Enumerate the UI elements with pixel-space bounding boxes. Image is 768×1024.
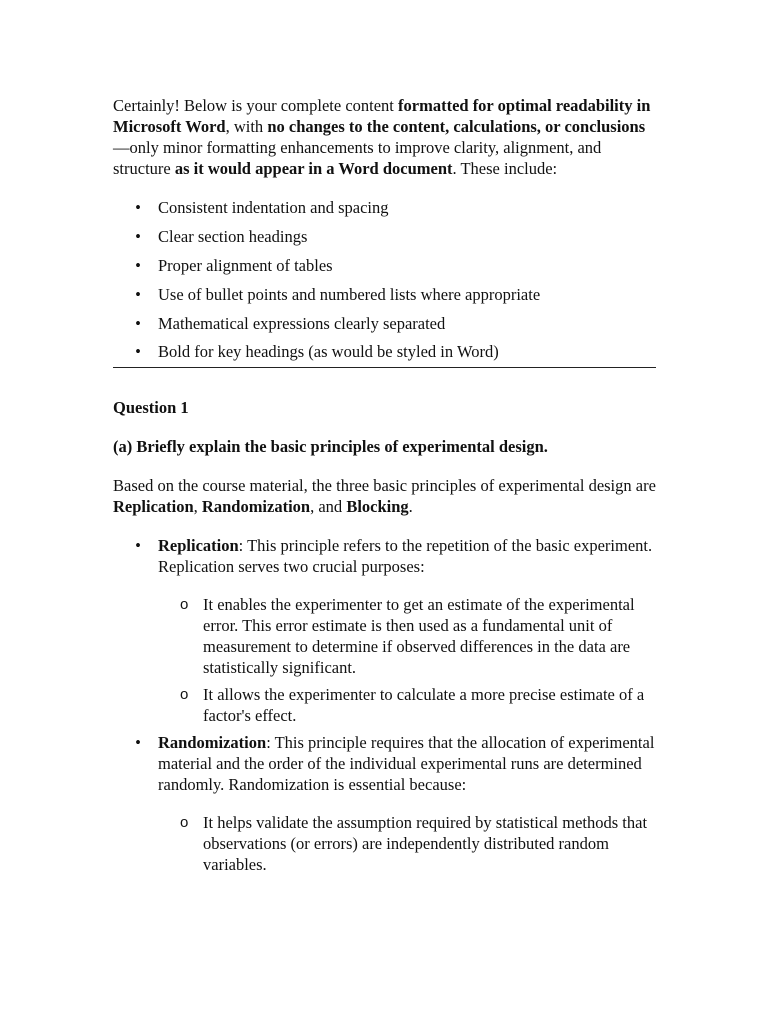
bullet-icon: • (135, 342, 141, 362)
intro-bold: as it would appear in a Word document (174, 159, 453, 178)
list-item (113, 255, 658, 276)
bullet-icon: • (135, 226, 141, 246)
sub-list-item (158, 812, 658, 875)
sub-bullet-icon: o (180, 814, 189, 832)
list-item-text: Clear section headings (158, 226, 308, 246)
answer-bold: Replication (113, 497, 194, 517)
sub-list-item (158, 594, 658, 678)
list-item (113, 341, 658, 362)
intro-text: , with (225, 117, 268, 136)
principle-text (158, 732, 658, 795)
bullet-icon: • (135, 255, 141, 275)
list-item (113, 226, 658, 247)
principle-name: Randomization (158, 733, 267, 753)
principle-name: Replication (158, 536, 239, 556)
list-item (113, 197, 658, 218)
intro-text: Certainly! Below is your complete content (113, 96, 399, 115)
principle-item (113, 535, 658, 726)
bullet-icon: • (135, 198, 141, 217)
principle-desc: : This principle refers to the repetition of the basic experiment. Replication serves two crucial purposes: (158, 536, 653, 577)
document-body (113, 95, 658, 881)
sub-list (158, 594, 658, 726)
principles-list (113, 535, 658, 875)
enhancement-list (113, 197, 658, 362)
bullet-icon: • (135, 313, 141, 333)
sub-list-item (158, 684, 658, 726)
list-item-text: Bold for key headings (as would be styled in Word) (158, 342, 499, 362)
principle-desc: : This principle requires that the allocation of experimental material and the order of the individual experimental runs are determined randomly. Randomization is essential because: (158, 733, 655, 795)
principle-text (158, 535, 658, 577)
answer-bold: Blocking (346, 497, 409, 517)
answer-text: , (193, 497, 202, 517)
intro-paragraph (113, 95, 658, 179)
answer-bold: Randomization (201, 497, 311, 517)
bullet-icon: • (135, 284, 141, 304)
question-heading (113, 397, 658, 418)
bullet-icon: • (135, 536, 141, 556)
intro-text: . These include: (452, 159, 558, 178)
list-item-text: Consistent indentation and spacing (158, 198, 389, 217)
sub-item-text: It allows the experimenter to calculate a more precise estimate of a factor's effect. (203, 685, 645, 726)
question-heading-text: Question 1 (113, 398, 189, 418)
question-part-text: (a) Briefly explain the basic principles of experimental design. (113, 437, 548, 457)
list-item-text: Use of bullet points and numbered lists where appropriate (158, 284, 541, 304)
sub-item-text: It helps validate the assumption required by statistical methods that observations (or errors) are independently distributed random variables. (203, 813, 648, 875)
question-part-heading (113, 436, 658, 457)
answer-text: Based on the course material, the three basic principles of experimental design are (113, 476, 656, 496)
list-item-text: Proper alignment of tables (158, 255, 333, 275)
sub-list (158, 812, 658, 875)
bullet-icon: • (135, 733, 141, 753)
horizontal-divider (113, 367, 656, 368)
list-item (113, 313, 658, 334)
sub-bullet-icon: o (180, 686, 189, 704)
principle-item (113, 732, 658, 875)
intro-bold: formatted for optimal readability in Microsoft Word (113, 96, 651, 136)
list-item-text: Mathematical expressions clearly separated (158, 313, 446, 333)
list-item (113, 284, 658, 305)
intro-bold: no changes to the content, calculations, or conclusions (267, 117, 646, 136)
sub-bullet-icon: o (180, 596, 189, 614)
sub-item-text: It enables the experimenter to get an estimate of the experimental error. This error estimate is then used as a fundamental unit of measurement to determine if observed differences in the data are statistically significant. (203, 595, 635, 678)
answer-text: , and (310, 497, 347, 517)
answer-text: . (408, 497, 413, 517)
answer-intro-paragraph (113, 475, 658, 517)
intro-text: —only minor formatting enhancements to improve clarity, alignment, and structure (113, 138, 602, 178)
